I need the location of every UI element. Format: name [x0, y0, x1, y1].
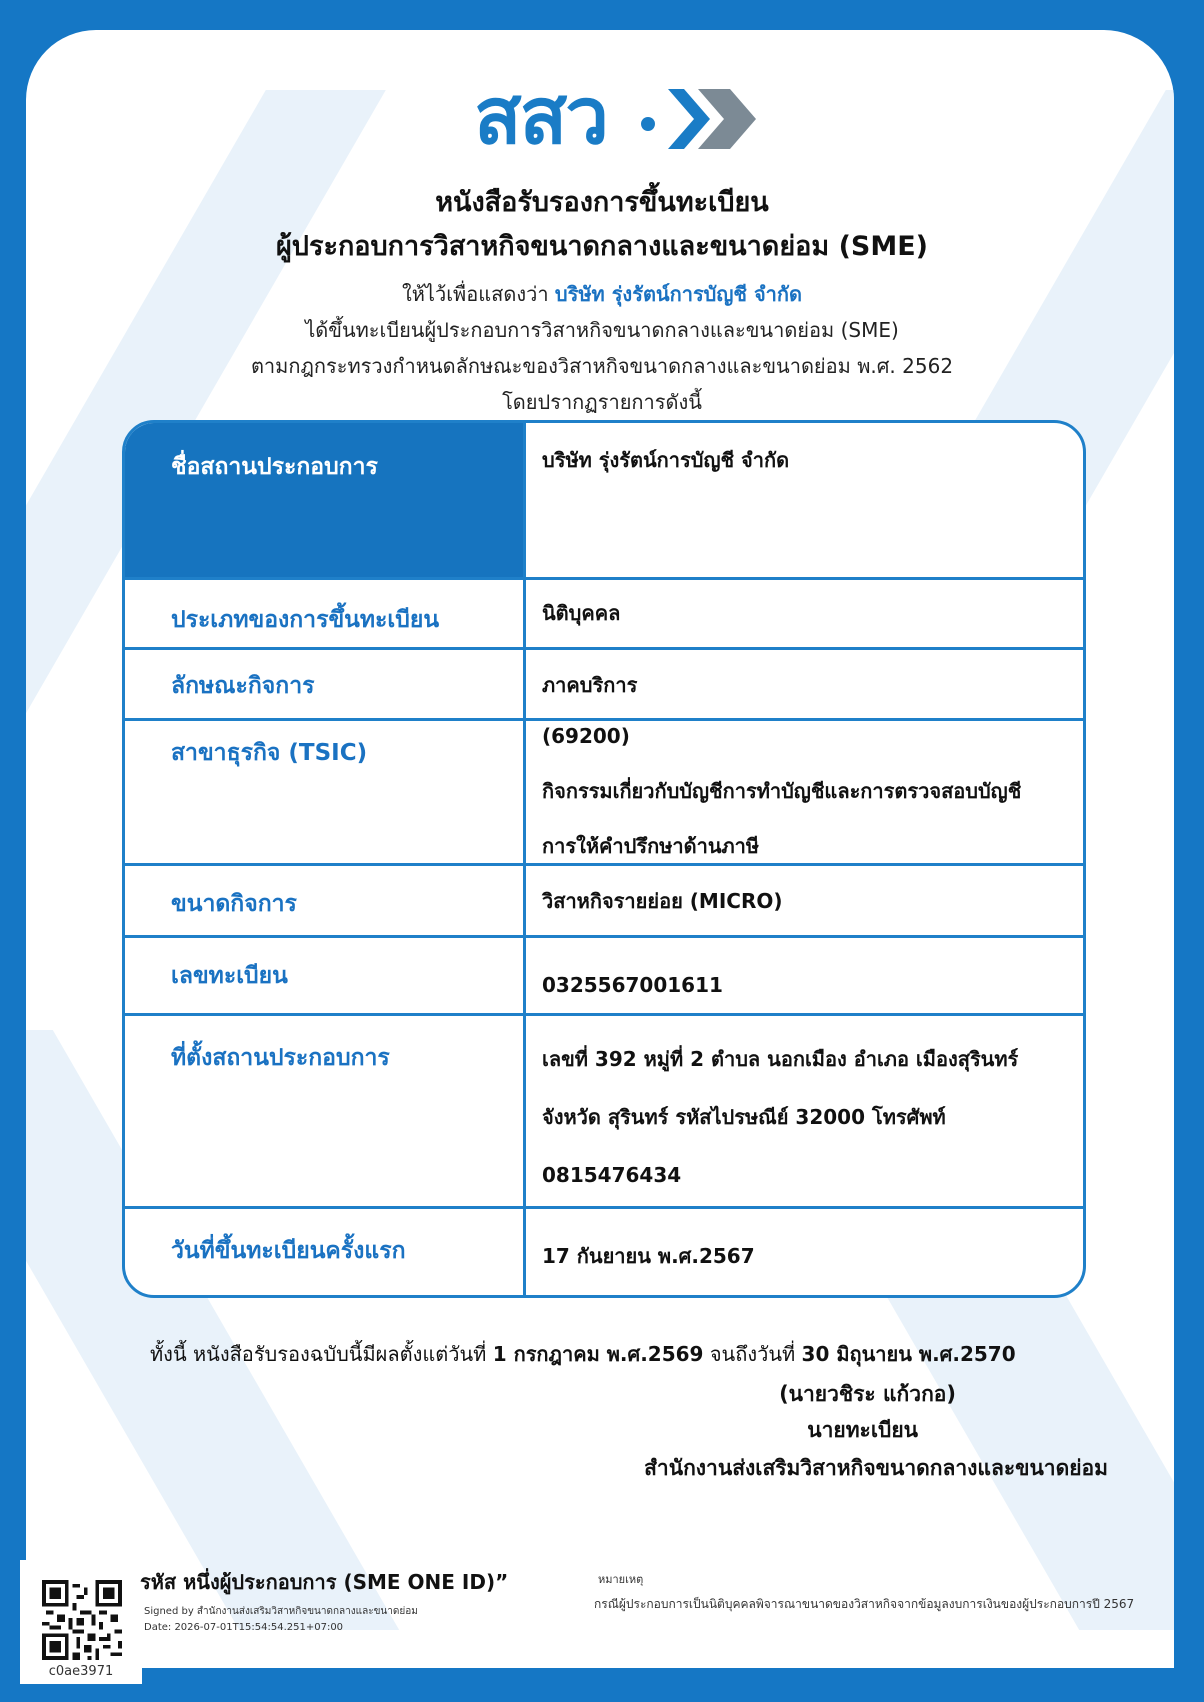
logo-text: สสว	[474, 72, 608, 162]
intro-line-4: โดยปรากฏรายการดังนี้	[502, 390, 702, 414]
table-row	[125, 1013, 1083, 1209]
certificate-title: หนังสือรับรองการขึ้นทะเบียน	[435, 187, 769, 218]
row-value: (69200)	[542, 724, 630, 748]
qr-code-box[interactable]	[20, 1560, 142, 1684]
row-value: บริษัท รุ่งรัตน์การบัญชี จำกัด	[542, 448, 790, 472]
row-label-cell	[125, 721, 526, 866]
intro-prefix: ให้ไว้เพื่อแสดงว่า	[401, 282, 549, 306]
registrar-position: นายทะเบียน	[807, 1418, 918, 1442]
row-value: เลขที่ 392 หมู่ที่ 2 ตำบล นอกเมือง อำเภอ เมืองสุรินทร์	[542, 1047, 1019, 1071]
qr-code-label: c0ae3971	[48, 1664, 114, 1679]
row-label: ประเภทของการขึ้นทะเบียน	[171, 607, 440, 633]
row-value: การให้คำปรึกษาด้านภาษี	[542, 834, 760, 858]
validity-start: 1 กรกฎาคม พ.ศ.2569	[492, 1342, 704, 1366]
signed-by: Signed by สำนักงานส่งเสริมวิสาหกิจขนาดกลางและขนาดย่อม	[144, 1606, 418, 1617]
row-value: 0815476434	[542, 1163, 682, 1187]
osmep-logo	[474, 72, 774, 162]
row-label-cell	[125, 650, 526, 721]
table-row	[125, 718, 1083, 866]
table-row	[125, 577, 1083, 650]
table-row	[125, 1206, 1083, 1298]
intro-line-3: ตามกฎกระทรวงกำหนดลักษณะของวิสาหกิจขนาดกลางและขนาดย่อม พ.ศ. 2562	[250, 354, 954, 378]
qr-code-icon	[42, 1580, 122, 1660]
row-value: กิจกรรมเกี่ยวกับบัญชีการทำบัญชีและการตรวจสอบบัญชี	[542, 779, 1022, 803]
validity-middle: จนถึงวันที่	[709, 1342, 796, 1366]
row-label: วันที่ขึ้นทะเบียนครั้งแรก	[171, 1238, 406, 1264]
validity-statement	[150, 1338, 1016, 1370]
row-value: จังหวัด สุรินทร์ รหัสไปรษณีย์ 32000 โทรศัพท์	[542, 1105, 946, 1129]
row-label-cell	[125, 938, 526, 1016]
row-label: ขนาดกิจการ	[171, 891, 297, 917]
intro-company: บริษัท รุ่งรัตน์การบัญชี จำกัด	[554, 282, 803, 306]
table-row	[125, 863, 1083, 938]
row-label-cell	[125, 1209, 526, 1298]
note-heading: หมายเหตุ	[598, 1573, 644, 1586]
row-label: ชื่อสถานประกอบการ	[171, 454, 378, 480]
validity-end: 30 มิถุนายน พ.ศ.2570	[801, 1342, 1016, 1366]
row-value: นิติบุคคล	[542, 601, 621, 625]
registrar-office: สำนักงานส่งเสริมวิสาหกิจขนาดกลางและขนาดย่อม	[644, 1456, 1108, 1480]
intro-line-1	[0, 278, 1204, 310]
row-label-cell	[125, 1016, 526, 1209]
row-label: เลขทะเบียน	[171, 963, 288, 989]
intro-line-2: ได้ขึ้นทะเบียนผู้ประกอบการวิสาหกิจขนาดกลางและขนาดย่อม (SME)	[305, 318, 899, 342]
row-value: 17 กันยายน พ.ศ.2567	[542, 1244, 755, 1268]
validity-prefix: ทั้งนี้ หนังสือรับรองฉบับนี้มีผลตั้งแต่วันที่	[150, 1342, 487, 1366]
row-label: สาขาธุรกิจ (TSIC)	[171, 740, 368, 766]
row-label-cell	[125, 866, 526, 938]
row-label-cell	[125, 423, 526, 577]
double-chevron-icon	[632, 84, 772, 154]
registrar-name: (นายวชิระ แก้วกอ)	[779, 1382, 956, 1406]
row-value: 0325567001611	[542, 973, 723, 997]
signed-date: Date: 2026-07-01T15:54:54.251+07:00	[144, 1622, 344, 1633]
table-row	[125, 935, 1083, 1016]
sme-one-id-label: รหัส หนึ่งผู้ประกอบการ (SME ONE ID)”	[140, 1570, 509, 1594]
row-value: ภาคบริการ	[542, 673, 638, 697]
table-row	[125, 423, 1083, 577]
note-text: กรณีผู้ประกอบการเป็นนิติบุคคลพิจารณาขนาดของวิสาหกิจจากข้อมูลงบการเงินของผู้ประกอบการปี 2567	[594, 1597, 1135, 1611]
row-label: ที่ตั้งสถานประกอบการ	[171, 1045, 390, 1071]
row-label: ลักษณะกิจการ	[171, 673, 315, 699]
row-label-cell	[125, 580, 526, 650]
row-value: วิสาหกิจรายย่อย (MICRO)	[542, 889, 783, 913]
registration-table	[122, 420, 1086, 1298]
certificate-subtitle: ผู้ประกอบการวิสาหกิจขนาดกลางและขนาดย่อม (SME)	[275, 231, 929, 262]
